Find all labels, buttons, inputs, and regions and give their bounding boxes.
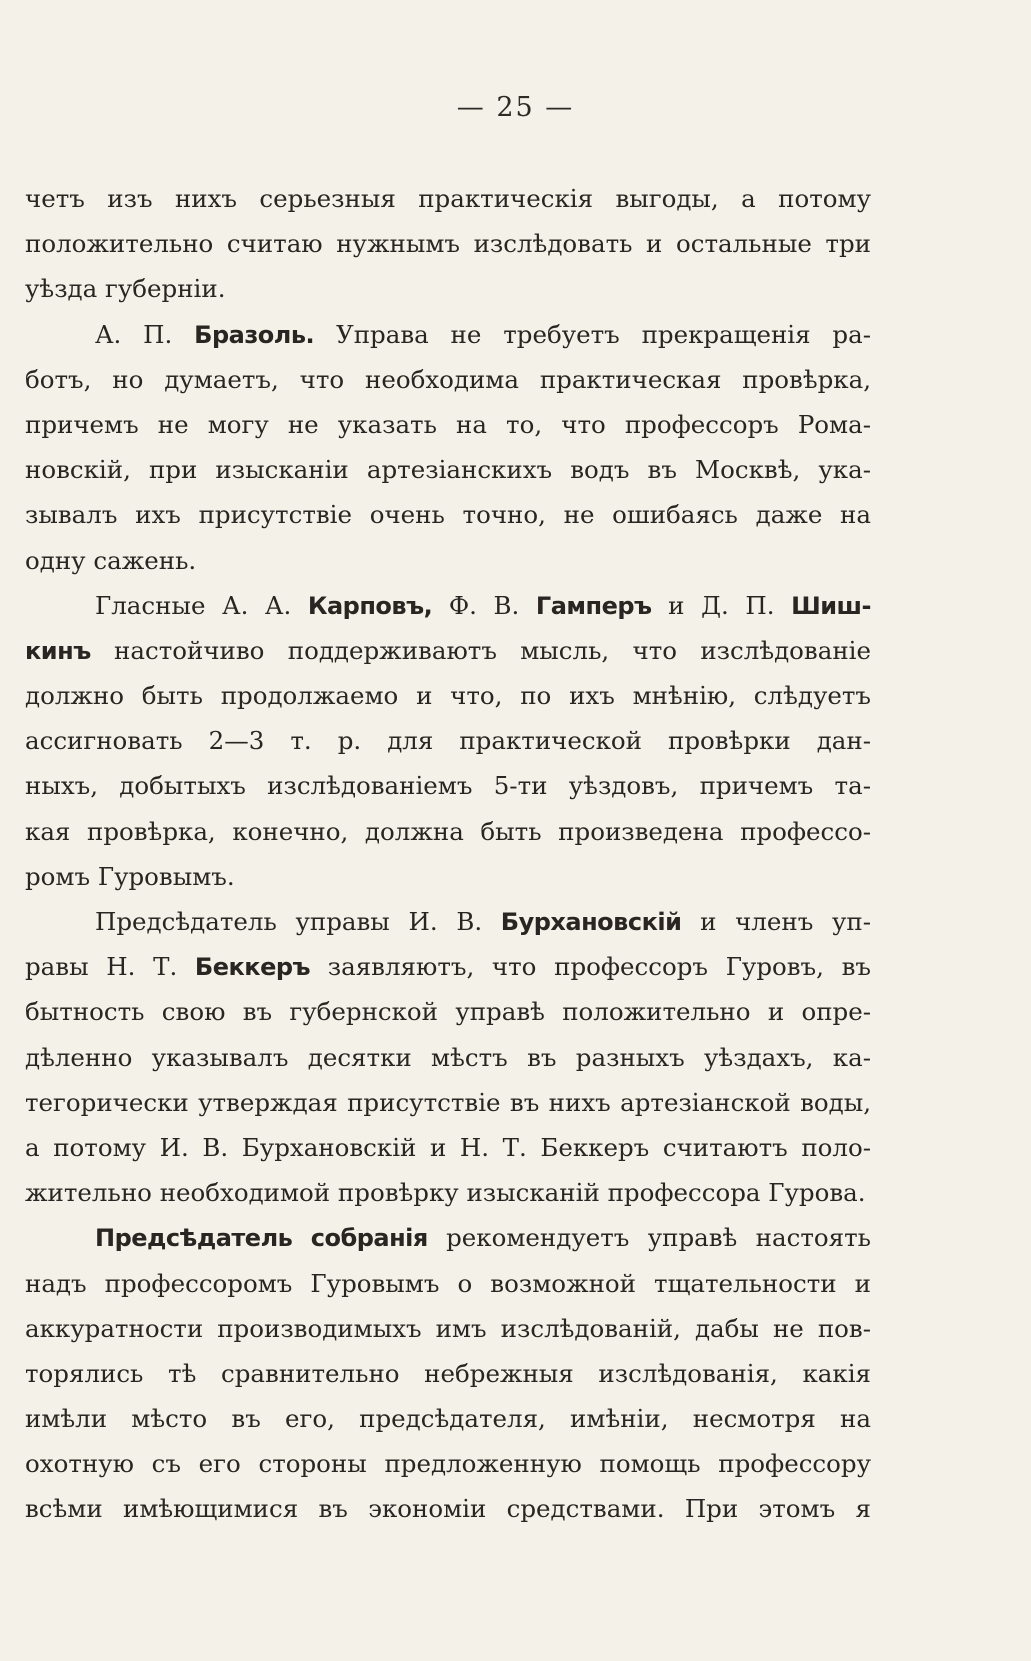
paragraph-glasnye	[25, 583, 871, 899]
text-line: четъ изъ нихъ серьезныя практическія выгоды, а потому	[25, 184, 871, 213]
text-line: а потому И. В. Бурхановскій и Н. Т. Беккеръ считаютъ поло-	[25, 1132, 871, 1162]
text-fragment: Управа не требуетъ прекращенія ра-	[314, 319, 871, 349]
speaker-name-chairman: Предсѣдатель собранія	[95, 1224, 428, 1253]
speaker-name-karpov: Карповъ,	[307, 591, 433, 620]
text-fragment: Предсѣдатель управы И. В.	[95, 907, 501, 936]
text-line: надъ профессоромъ Гуровымъ о возможной тщательности и	[25, 1268, 871, 1298]
text-fragment: заявляютъ, что профессоръ Гуровъ, въ	[310, 952, 871, 982]
text-line: всѣми имѣющимися въ экономіи средствами. При этомъ я	[25, 1494, 871, 1524]
speaker-name-gamper: Гамперъ	[535, 591, 652, 620]
speaker-name-brazol: Бразоль.	[194, 320, 315, 349]
text-line	[25, 1215, 871, 1260]
text-line: должно быть продолжаемо и что, по ихъ мнѣнію, слѣдуетъ	[25, 681, 871, 711]
paragraph-burkhanovsky	[25, 899, 871, 1215]
text-line: дѣленно указывалъ десятки мѣстъ въ разныхъ уѣздахъ, ка-	[25, 1042, 871, 1072]
text-line	[25, 583, 871, 628]
text-line: уѣзда губерніи.	[25, 274, 226, 304]
text-line: имѣли мѣсто въ его, предсѣдателя, имѣніи, несмотря на	[25, 1404, 871, 1434]
text-line: ассигновать 2—3 т. р. для практической провѣрки дан-	[25, 726, 871, 756]
text-fragment: Ф. В.	[432, 590, 536, 620]
text-line: новскій, при изысканіи артезіанскихъ водъ въ Москвѣ, ука-	[25, 455, 871, 485]
body-text	[25, 176, 871, 1532]
text-line: кая провѣрка, конечно, должна быть произведена профессо-	[25, 816, 871, 846]
text-fragment: Гласные А. А.	[95, 590, 308, 620]
text-line: торялись тѣ сравнительно небрежныя изслѣдованія, какія	[25, 1358, 871, 1388]
speaker-name-burkhanovsky: Бурхановскій	[500, 908, 682, 936]
text-line: тегорически утверждая присутствіе въ нихъ артезіанской воды,	[25, 1087, 871, 1117]
text-line: ныхъ, добытыхъ изслѣдованіемъ 5-ти уѣздовъ, причемъ та-	[25, 771, 871, 801]
page-number: — 25 —	[456, 92, 575, 123]
speaker-name-shishkin-cont: кинъ	[25, 636, 91, 665]
text-line	[25, 312, 871, 357]
text-fragment: рекомендуетъ управѣ настоять	[427, 1223, 871, 1253]
text-line	[25, 628, 871, 673]
text-line: одну сажень.	[25, 545, 197, 575]
paragraph-brazol	[25, 312, 871, 583]
text-line: бытность свою въ губернской управѣ положительно и опре-	[25, 997, 871, 1027]
speaker-initials: А. П.	[95, 319, 195, 349]
text-line: зывалъ ихъ присутствіе очень точно, не ошибаясь даже на	[25, 500, 871, 530]
text-fragment: равы Н. Т.	[25, 952, 195, 982]
paragraph-1	[25, 176, 871, 312]
text-line: жительно необходимой провѣрку изысканій профессора Гурова.	[25, 1178, 866, 1208]
speaker-name-bekker: Беккеръ	[194, 953, 311, 982]
text-line	[25, 899, 871, 944]
text-line: аккуратности производимыхъ имъ изслѣдованій, дабы не пов-	[25, 1313, 871, 1343]
text-line: положительно считаю нужнымъ изслѣдовать и остальные три	[25, 229, 871, 259]
text-fragment: настойчиво поддерживаютъ мысль, что изслѣдованіе	[90, 635, 871, 665]
text-line	[25, 944, 871, 989]
speaker-name-shishkin: Шиш-	[791, 591, 871, 620]
paragraph-chairman	[25, 1215, 871, 1531]
text-fragment: и Д. П.	[651, 590, 792, 620]
text-line: ботъ, но думаетъ, что необходима практическая провѣрка,	[25, 364, 871, 394]
text-line: причемъ не могу не указать на то, что профессоръ Рома-	[25, 409, 871, 439]
text-fragment: и членъ уп-	[681, 907, 871, 936]
text-line: охотную съ его стороны предложенную помощь профессору	[25, 1449, 871, 1479]
text-line: ромъ Гуровымъ.	[25, 861, 235, 891]
